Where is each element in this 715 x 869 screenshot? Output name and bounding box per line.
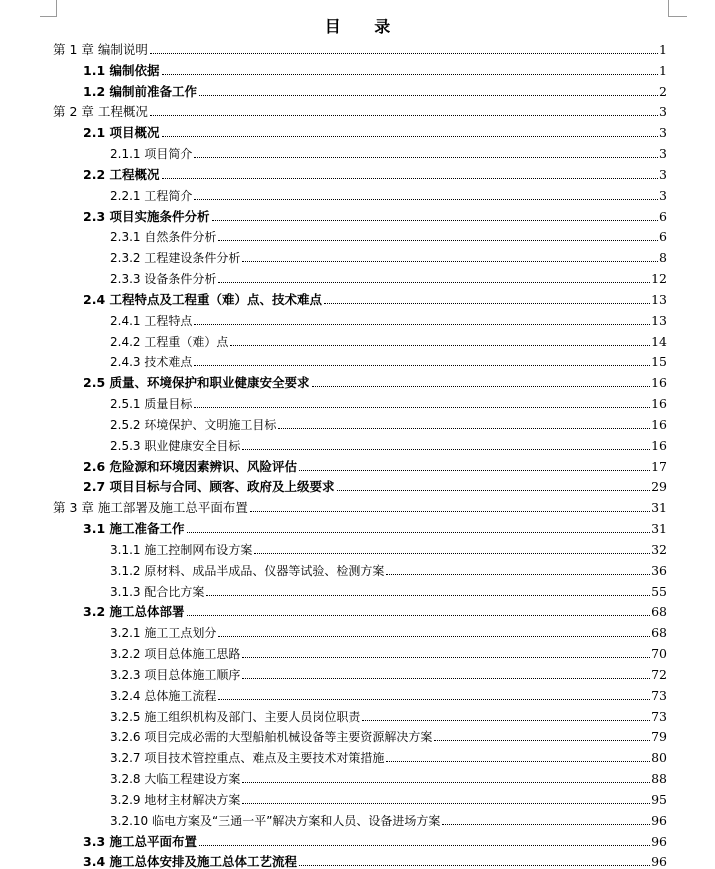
toc-entry-label: 2.3.1 自然条件分析 bbox=[110, 230, 217, 245]
toc-entry-label: 3.2.1 施工工点划分 bbox=[110, 626, 217, 641]
toc-title: 目 录 bbox=[324, 17, 405, 36]
toc-entry-label: 2.4.3 技术难点 bbox=[110, 355, 193, 370]
toc-entry[interactable] bbox=[110, 223, 667, 244]
toc-entry-page-number: 32 bbox=[651, 541, 667, 557]
toc-entry[interactable] bbox=[110, 661, 667, 682]
toc-entry[interactable] bbox=[83, 598, 667, 619]
toc-entry-page-number: 3 bbox=[659, 125, 667, 141]
toc-entry-label: 2.5.2 环境保护、文明施工目标 bbox=[110, 417, 277, 432]
toc-entry[interactable] bbox=[110, 619, 667, 640]
toc-entry[interactable] bbox=[110, 807, 667, 828]
toc-leader-dots bbox=[324, 303, 650, 304]
toc-leader-dots bbox=[299, 470, 650, 471]
toc-entry-label: 3.2.6 项目完成必需的大型船舶机械设备等主要资源解决方案 bbox=[110, 730, 433, 745]
toc-entry-label: 1.1 编制依据 bbox=[83, 62, 160, 78]
toc-entry-label: 3.2.9 地材主材解决方案 bbox=[110, 792, 241, 807]
toc-entry-page-number: 96 bbox=[651, 854, 667, 869]
toc-entry[interactable] bbox=[83, 286, 667, 307]
toc-entry[interactable] bbox=[110, 723, 667, 744]
toc-entry-label: 3.2.8 大临工程建设方案 bbox=[110, 772, 241, 787]
toc-entry-label: 3.2.4 总体施工流程 bbox=[110, 688, 217, 703]
toc-leader-dots bbox=[162, 178, 659, 179]
toc-leader-dots bbox=[194, 407, 650, 408]
toc-entry-label: 2.4.2 工程重（难）点 bbox=[110, 334, 229, 349]
toc-entry[interactable] bbox=[110, 703, 667, 724]
toc-leader-dots bbox=[299, 865, 650, 866]
toc-entry-page-number: 88 bbox=[651, 771, 667, 787]
toc-entry-page-number: 3 bbox=[659, 187, 667, 203]
toc-entry-page-number: 15 bbox=[651, 354, 667, 370]
toc-leader-dots bbox=[187, 532, 651, 533]
toc-entry-label: 2.2.1 工程简介 bbox=[110, 188, 193, 203]
toc-entry-page-number: 16 bbox=[651, 437, 667, 453]
toc-entry-page-number: 29 bbox=[651, 479, 667, 495]
toc-entry[interactable] bbox=[83, 848, 667, 869]
toc-entry[interactable] bbox=[110, 244, 667, 265]
toc-entry-page-number: 73 bbox=[651, 708, 667, 724]
toc-entry-label: 3.3 施工总平面布置 bbox=[83, 833, 197, 849]
toc-leader-dots bbox=[242, 782, 650, 783]
toc-leader-dots bbox=[194, 199, 658, 200]
toc-entry[interactable] bbox=[110, 307, 667, 328]
toc-entry-page-number: 13 bbox=[651, 291, 667, 307]
toc-entry-label: 2.5.3 职业健康安全目标 bbox=[110, 438, 241, 453]
toc-entry-label: 2.5.1 质量目标 bbox=[110, 397, 193, 412]
toc-leader-dots bbox=[218, 240, 658, 241]
toc-entry-label: 3.1.2 原材料、成品半成品、仪器等试验、检测方案 bbox=[110, 563, 385, 578]
toc-entry-label: 3.2.3 项目总体施工顺序 bbox=[110, 667, 241, 682]
toc-leader-dots bbox=[150, 115, 658, 116]
toc-entry-label: 3.2.2 项目总体施工思路 bbox=[110, 647, 241, 662]
toc-entry-page-number: 6 bbox=[659, 229, 667, 245]
toc-leader-dots bbox=[242, 657, 650, 658]
toc-leader-dots bbox=[386, 574, 650, 575]
toc-leader-dots bbox=[199, 95, 658, 96]
toc-entry-page-number: 3 bbox=[659, 166, 667, 182]
toc-entry[interactable] bbox=[110, 140, 667, 161]
toc-entry[interactable] bbox=[110, 682, 667, 703]
toc-entry-page-number: 31 bbox=[651, 500, 667, 516]
toc-entry[interactable] bbox=[110, 265, 667, 286]
toc-entry-label: 3.2.5 施工组织机构及部门、主要人员岗位职责 bbox=[110, 709, 361, 724]
toc-entry-page-number: 3 bbox=[659, 104, 667, 120]
toc-entry-label: 2.4 工程特点及工程重（难）点、技术难点 bbox=[83, 291, 322, 307]
toc-entry[interactable] bbox=[83, 828, 667, 849]
toc-entry-label: 3.1 施工准备工作 bbox=[83, 521, 185, 537]
toc-entry-page-number: 2 bbox=[659, 83, 667, 99]
toc-entry-page-number: 16 bbox=[651, 375, 667, 391]
toc-leader-dots bbox=[242, 449, 650, 450]
toc-entry-label: 2.1.1 项目简介 bbox=[110, 147, 193, 162]
toc-entry[interactable] bbox=[83, 203, 667, 224]
toc-leader-dots bbox=[242, 261, 658, 262]
toc-entry-page-number: 72 bbox=[651, 666, 667, 682]
toc-entry[interactable] bbox=[110, 578, 667, 599]
toc-leader-dots bbox=[162, 136, 659, 137]
toc-entry[interactable] bbox=[110, 411, 667, 432]
toc-leader-dots bbox=[278, 428, 650, 429]
toc-leader-dots bbox=[212, 220, 659, 221]
toc-entry-label: 3.2.10 临电方案及“三通一平”解决方案和人员、设备进场方案 bbox=[110, 813, 441, 828]
toc-entry[interactable] bbox=[83, 453, 667, 474]
toc-entry[interactable] bbox=[110, 765, 667, 786]
toc-leader-dots bbox=[312, 386, 651, 387]
toc-entry[interactable] bbox=[110, 328, 667, 349]
toc-entry-page-number: 17 bbox=[651, 458, 667, 474]
toc-entry[interactable] bbox=[110, 786, 667, 807]
toc-leader-dots bbox=[218, 699, 650, 700]
toc-entry-page-number: 8 bbox=[659, 250, 667, 266]
toc-entry-page-number: 95 bbox=[651, 791, 667, 807]
toc-leader-dots bbox=[362, 720, 650, 721]
toc-entry-page-number: 14 bbox=[651, 333, 667, 349]
toc-entry[interactable] bbox=[53, 98, 667, 119]
toc-entry-label: 2.7 项目目标与合同、顾客、政府及上级要求 bbox=[83, 479, 335, 495]
toc-entry[interactable] bbox=[83, 161, 667, 182]
toc-leader-dots bbox=[218, 282, 650, 283]
toc-leader-dots bbox=[150, 53, 658, 54]
toc-entry-page-number: 16 bbox=[651, 396, 667, 412]
toc-leader-dots bbox=[230, 345, 650, 346]
toc-leader-dots bbox=[434, 740, 650, 741]
toc-entry[interactable] bbox=[110, 390, 667, 411]
toc-leader-dots bbox=[254, 553, 650, 554]
toc-entry-label: 第 1 章 编制说明 bbox=[53, 42, 148, 57]
toc-entry[interactable] bbox=[110, 348, 667, 369]
toc-leader-dots bbox=[337, 490, 651, 491]
toc-entry[interactable] bbox=[83, 515, 667, 536]
toc-entry-page-number: 68 bbox=[651, 625, 667, 641]
toc-leader-dots bbox=[187, 615, 651, 616]
toc-entry-label: 2.3.3 设备条件分析 bbox=[110, 272, 217, 287]
toc-entry-label: 2.5 质量、环境保护和职业健康安全要求 bbox=[83, 375, 310, 391]
toc-entry-page-number: 96 bbox=[651, 833, 667, 849]
toc-entry-page-number: 1 bbox=[659, 62, 667, 78]
toc-entry[interactable] bbox=[110, 744, 667, 765]
toc-entry-page-number: 12 bbox=[651, 271, 667, 287]
toc-leader-dots bbox=[242, 803, 650, 804]
toc-entry[interactable] bbox=[83, 473, 667, 494]
toc-leader-dots bbox=[206, 595, 650, 596]
toc-entry-page-number: 70 bbox=[651, 646, 667, 662]
toc-entry-page-number: 16 bbox=[651, 416, 667, 432]
toc-leader-dots bbox=[442, 824, 650, 825]
toc-entry[interactable] bbox=[53, 494, 667, 515]
toc-entry-label: 3.1.3 配合比方案 bbox=[110, 584, 205, 599]
toc-entry[interactable] bbox=[110, 182, 667, 203]
toc-entry-label: 3.4 施工总体安排及施工总体工艺流程 bbox=[83, 854, 297, 869]
toc-entry-label: 3.2.7 项目技术管控重点、难点及主要技术对策措施 bbox=[110, 751, 385, 766]
toc-leader-dots bbox=[250, 511, 650, 512]
toc-entry[interactable] bbox=[53, 36, 667, 57]
toc-leader-dots bbox=[162, 74, 659, 75]
toc-entry-label: 第 3 章 施工部署及施工总平面布置 bbox=[53, 500, 248, 516]
toc-entry-page-number: 1 bbox=[659, 42, 667, 57]
toc-entry-label: 2.4.1 工程特点 bbox=[110, 313, 193, 328]
toc-leader-dots bbox=[242, 678, 650, 679]
toc-entry-page-number: 6 bbox=[659, 208, 667, 224]
toc-entry-page-number: 55 bbox=[651, 583, 667, 599]
toc-entry[interactable] bbox=[83, 57, 667, 78]
toc-entry-page-number: 36 bbox=[651, 562, 667, 578]
toc-leader-dots bbox=[199, 845, 650, 846]
toc-entry[interactable] bbox=[110, 536, 667, 557]
toc-entry[interactable] bbox=[83, 78, 667, 99]
toc-entry-label: 3.2 施工总体部署 bbox=[83, 604, 185, 620]
toc-entry-label: 2.2 工程概况 bbox=[83, 166, 160, 182]
toc-entry-page-number: 31 bbox=[651, 521, 667, 537]
toc-entry-label: 2.1 项目概况 bbox=[83, 125, 160, 141]
toc-entry[interactable] bbox=[110, 432, 667, 453]
toc-entry-label: 2.3 项目实施条件分析 bbox=[83, 208, 210, 224]
toc-leader-dots bbox=[194, 157, 658, 158]
toc-entry-page-number: 68 bbox=[651, 604, 667, 620]
toc-entry-page-number: 73 bbox=[651, 687, 667, 703]
toc-leader-dots bbox=[386, 761, 650, 762]
toc-entry-page-number: 3 bbox=[659, 146, 667, 162]
toc-leader-dots bbox=[194, 365, 650, 366]
toc-entry[interactable] bbox=[83, 369, 667, 390]
toc-entry-page-number: 96 bbox=[651, 812, 667, 828]
toc-entry-page-number: 80 bbox=[651, 750, 667, 766]
toc-leader-dots bbox=[194, 324, 650, 325]
toc-entry-label: 2.6 危险源和环境因素辨识、风险评估 bbox=[83, 458, 297, 474]
toc-entry-label: 3.1.1 施工控制网布设方案 bbox=[110, 542, 253, 557]
toc-leader-dots bbox=[218, 636, 650, 637]
toc-entry-label: 第 2 章 工程概况 bbox=[53, 104, 148, 120]
toc-entry-page-number: 13 bbox=[651, 312, 667, 328]
toc-entry[interactable] bbox=[110, 557, 667, 578]
toc-entry-label: 2.3.2 工程建设条件分析 bbox=[110, 251, 241, 266]
toc-entry-label: 1.2 编制前准备工作 bbox=[83, 83, 197, 99]
toc-entry-page-number: 79 bbox=[651, 729, 667, 745]
toc-entry[interactable] bbox=[110, 640, 667, 661]
toc-entry[interactable] bbox=[83, 119, 667, 140]
